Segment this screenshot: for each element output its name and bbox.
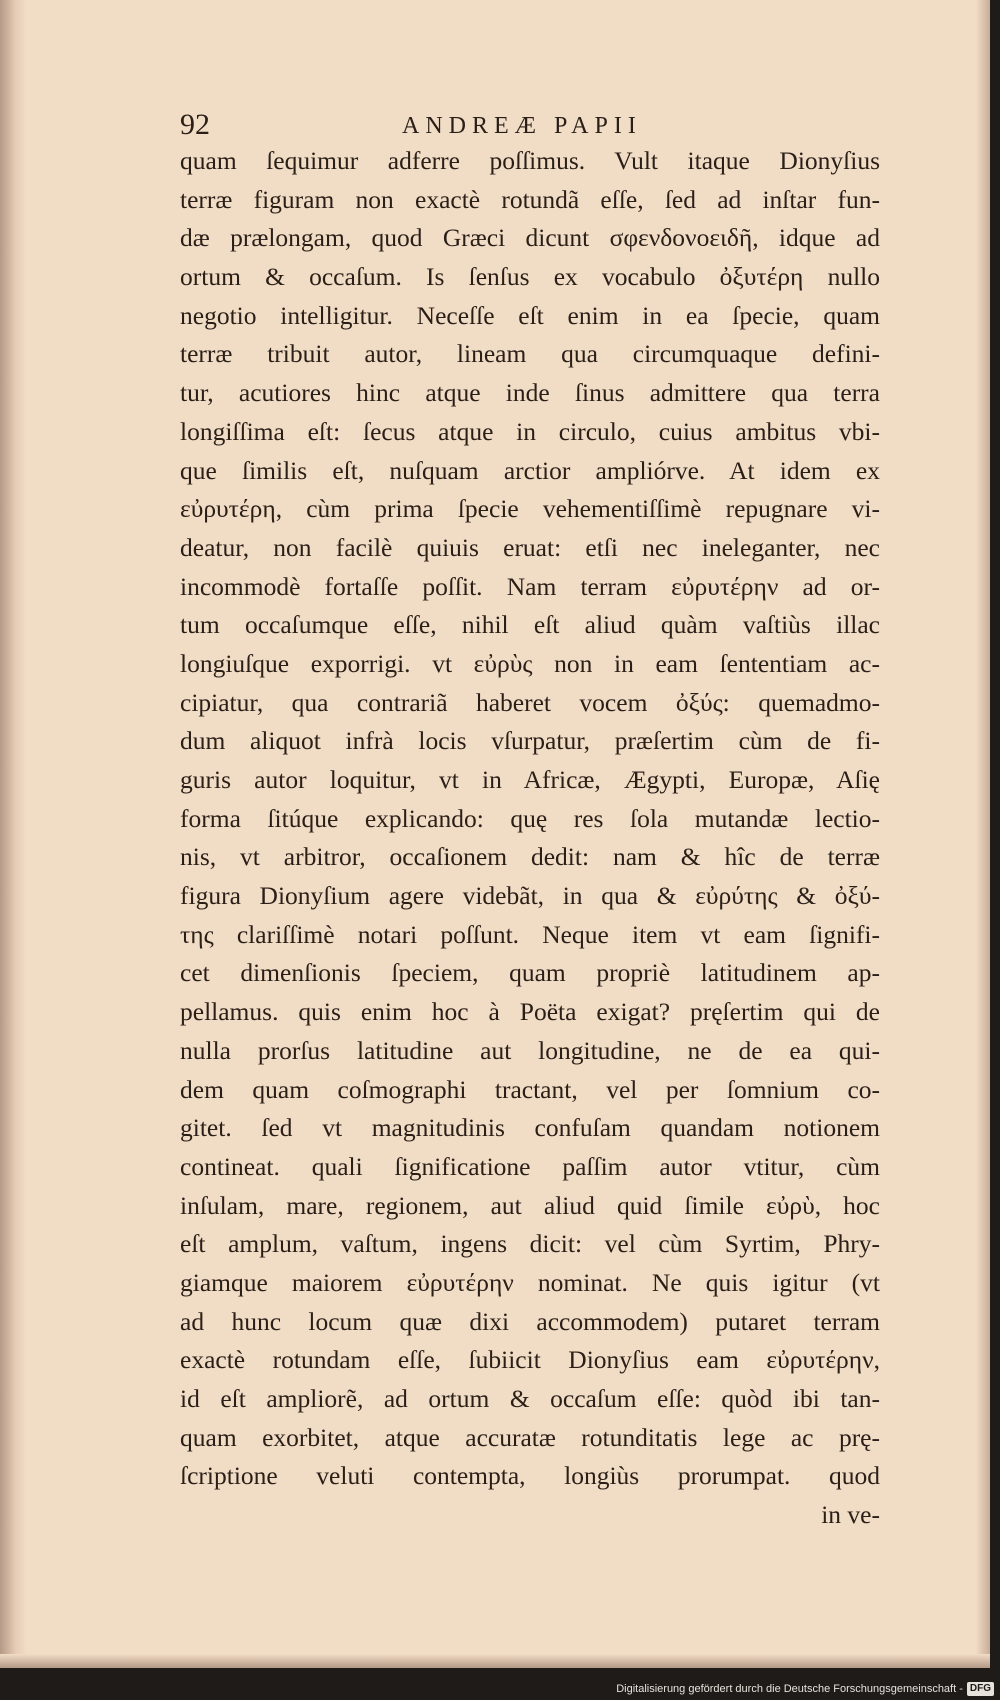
text-line: dæ prælongam, quod Græci dicunt σφενδονοειδῆ, idque ad xyxy=(180,223,880,253)
text-line: εὐρυτέρη, cùm prima ſpecie vehementiſſimè repugnare vi- xyxy=(180,494,880,524)
text-line: dum aliquot infrà locis vſurpatur, præſertim cùm de fi- xyxy=(180,726,880,756)
text-line: tur, acutiores hinc atque inde ſinus admittere qua terra xyxy=(180,378,880,408)
text-line: id eſt ampliorẽ, ad ortum & occaſum eſſe: quòd ibi tan- xyxy=(180,1384,880,1413)
text-line: cet dimenſionis ſpeciem, quam propriè latitudinem ap- xyxy=(180,958,880,988)
page-outer-edge xyxy=(976,0,990,1668)
page-bottom-edge xyxy=(0,1654,990,1668)
text-line: deatur, non facilè quiuis eruat: etſi nec ineleganter, nec xyxy=(180,532,880,562)
text-line: quam exorbitet, atque accuratæ rotunditatis lege ac prę- xyxy=(180,1422,880,1452)
page-binding-edge xyxy=(0,0,26,1668)
text-line: forma ſitúque explicando: quę res ſola mutandæ lectio- xyxy=(180,803,880,833)
text-line: guris autor loquitur, vt in Africæ, Ægypti, Europæ, Aſię xyxy=(180,765,880,794)
text-line: longiuſque exporrigi. vt εὐρὺς non in eam ſententiam ac- xyxy=(180,648,880,678)
dfg-logo: DFG xyxy=(967,1682,994,1696)
text-line: in ve- xyxy=(821,1500,880,1530)
text-line: cipiatur, qua contrariã haberet vocem ὀξύς: quemadmo- xyxy=(180,687,880,717)
text-line: pellamus. quis enim hoc à Poëta exigat? pręſertim qui de xyxy=(180,997,880,1027)
text-line: της clariſſimè notari poſſunt. Neque item vt eam ſignifi- xyxy=(180,919,880,949)
credit-text: Digitalisierung gefördert durch die Deutsche Forschungsgemeinschaft - xyxy=(616,1683,963,1695)
text-line: exactè rotundam eſſe, ſubiicit Dionyſius eam εὐρυτέρην, xyxy=(180,1345,880,1375)
digitization-credit xyxy=(616,1680,994,1698)
text-line: ortum & occaſum. Is ſenſus ex vocabulo ὀξυτέρη nullo xyxy=(180,262,880,292)
text-line: ſcriptione veluti contempta, longiùs prorumpat. quod xyxy=(180,1461,880,1491)
text-line: tum occaſumque eſſe, nihil eſt aliud quàm vaſtiùs illac xyxy=(180,610,880,640)
text-line: giamque maiorem εὐρυτέρην nominat. Ne quis igitur (vt xyxy=(180,1267,880,1297)
text-line: quam ſequimur adferre poſſimus. Vult itaque Dionyſius xyxy=(180,146,880,175)
text-line: figura Dionyſium agere videbãt, in qua & εὐρύτης & ὀξύ- xyxy=(180,881,880,911)
text-line: eſt amplum, vaſtum, ingens dicit: vel cùm Syrtim, Phry- xyxy=(180,1229,880,1259)
text-line: inſulam, mare, regionem, aut aliud quid ſimile εὐρὺ, hoc xyxy=(180,1190,880,1220)
text-line: dem quam coſmographi tractant, vel per ſomnium co- xyxy=(180,1074,880,1104)
text-line: ad hunc locum quæ dixi accommodem) putaret terram xyxy=(180,1306,880,1336)
running-head: ANDREÆ PAPII xyxy=(402,113,642,139)
text-line: gitet. ſed vt magnitudinis confuſam quandam notionem xyxy=(180,1113,880,1143)
text-line: contineat. quali ſignificatione paſſim autor vtitur, cùm xyxy=(180,1151,880,1181)
text-line: terræ tribuit autor, lineam qua circumquaque defini- xyxy=(180,339,880,369)
text-line: terræ figuram non exactè rotundã eſſe, ſed ad inſtar fun- xyxy=(180,184,880,214)
text-line: longiſſima eſt: ſecus atque in circulo, cuius ambitus vbi- xyxy=(180,416,880,446)
body-text xyxy=(180,142,880,1535)
text-line: que ſimilis eſt, nuſquam arctior ampliórve. At idem ex xyxy=(180,455,880,485)
page-headline xyxy=(180,108,880,142)
text-line: negotio intelligitur. Neceſſe eſt enim in ea ſpecie, quam xyxy=(180,300,880,330)
text-line: nulla prorſus latitudine aut longitudine, ne de ea qui- xyxy=(180,1035,880,1065)
page-number: 92 xyxy=(180,108,210,141)
text-line: nis, vt arbitror, occaſionem dedit: nam & hîc de terræ xyxy=(180,842,880,872)
text-line: incommodè fortaſſe poſſit. Nam terram εὐρυτέρην ad or- xyxy=(180,571,880,601)
